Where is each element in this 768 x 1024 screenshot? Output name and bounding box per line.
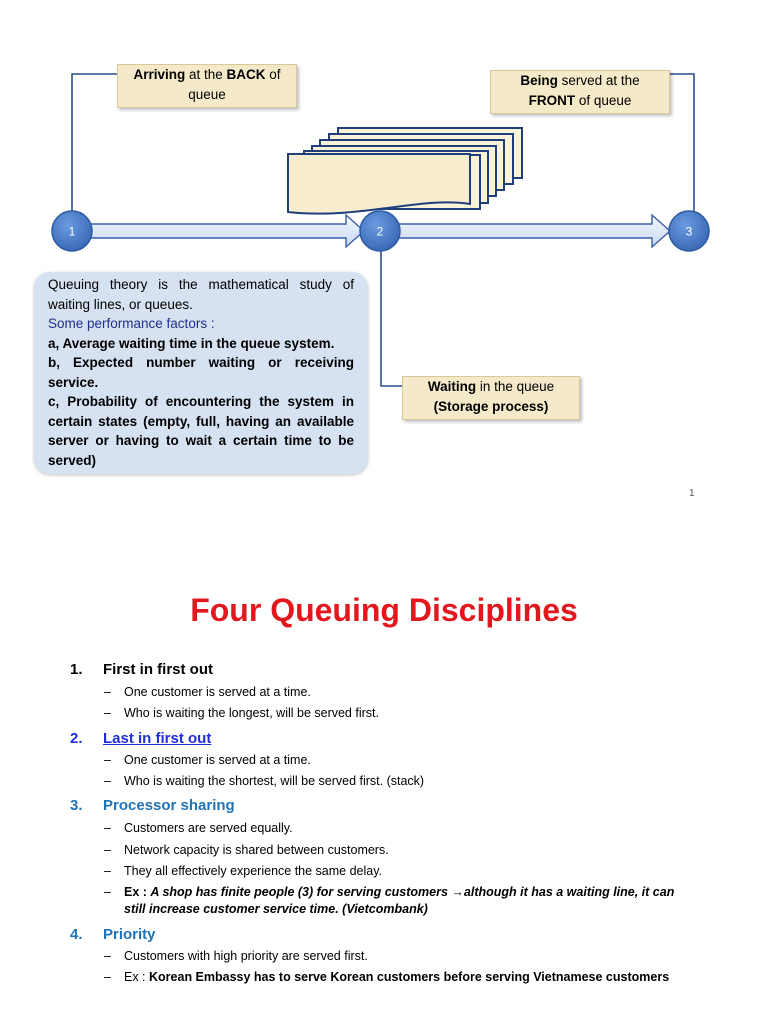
dash-icon: – — [104, 685, 111, 699]
theory-factor-a: a, Average waiting time in the queue system. — [48, 335, 335, 351]
callout-serving-bold1: Being — [520, 73, 558, 88]
bullet-text: Customers are served equally. — [124, 821, 293, 835]
queuing-theory-box — [34, 272, 368, 474]
discipline-heading-2[interactable] — [70, 729, 211, 749]
discipline-name: Processor sharing — [103, 797, 235, 814]
theory-factor-b: b, Expected number waiting or receiving service. — [48, 355, 354, 390]
discipline-heading-3 — [70, 796, 235, 816]
callout-arriving — [117, 64, 297, 108]
bullet-text: Who is waiting the shortest, will be served first. (stack) — [124, 774, 425, 788]
dash-icon: – — [104, 706, 111, 720]
dash-icon: – — [104, 864, 111, 878]
dash-icon: – — [104, 821, 111, 835]
discipline-heading-1 — [70, 660, 213, 680]
bullet-text: Customers with high priority are served first. — [124, 949, 368, 963]
callout-serving-text1: served at the — [557, 73, 640, 88]
connector-waiting — [381, 248, 402, 386]
connector-serving — [668, 74, 694, 212]
example-text-cont: although it has a waiting line, it can — [463, 885, 675, 899]
discipline-name: Priority — [103, 926, 156, 943]
discipline-number: 4. — [70, 926, 83, 943]
callout-serving — [490, 70, 670, 114]
connector-arriving — [72, 74, 118, 212]
bullet-item — [104, 820, 704, 837]
bullet-example — [104, 969, 744, 986]
discipline-number: 1. — [70, 661, 83, 678]
bullet-item — [104, 684, 704, 701]
bullet-text: They all effectively experience the same delay. — [124, 864, 383, 878]
callout-waiting-line2: (Storage process) — [433, 399, 549, 414]
theory-factor-c: c, Probability of encountering the system in certain states (empty, full, having an available server or having to wait a certain time to be served) — [48, 394, 354, 468]
svg-text:2: 2 — [376, 224, 384, 239]
node-2 — [360, 211, 400, 251]
discipline-name: First in first out — [103, 661, 213, 678]
callout-serving-text2: of queue — [575, 93, 632, 108]
discipline-number: 3. — [70, 797, 83, 814]
dash-icon: – — [104, 885, 111, 899]
theory-intro: Queuing theory is the mathematical study of waiting lines, or queues. — [48, 277, 354, 312]
bullet-text: One customer is served at a time. — [124, 685, 311, 699]
bullet-item — [104, 752, 704, 769]
svg-text:1: 1 — [68, 224, 76, 239]
callout-arriving-text1: at the — [185, 67, 227, 82]
arrow-right-icon: → — [451, 885, 464, 899]
bullet-text: Who is waiting the longest, will be served first. — [124, 706, 379, 720]
node-1 — [52, 211, 92, 251]
example-prefix: Ex : — [124, 885, 151, 899]
slide-title: Four Queuing Disciplines — [190, 592, 578, 628]
node-3 — [669, 211, 709, 251]
dash-icon: – — [104, 774, 111, 788]
arrow-1-to-2 — [90, 215, 364, 247]
bullet-example — [104, 884, 704, 918]
discipline-number: 2. — [70, 730, 83, 747]
callout-arriving-bold2: BACK — [226, 67, 266, 82]
callout-arriving-bold1: Arriving — [133, 67, 186, 82]
callout-arriving-line2: queue — [188, 87, 226, 102]
example-prefix: Ex : — [124, 970, 150, 984]
callout-serving-bold2: FRONT — [528, 93, 576, 108]
callout-arriving-text2: of — [265, 67, 281, 82]
discipline-link[interactable]: Last in first out — [103, 730, 212, 747]
svg-text:3: 3 — [685, 224, 693, 239]
dash-icon: – — [104, 843, 111, 857]
theory-factors-label: Some performance factors : — [48, 316, 215, 331]
queue-stack-icon — [288, 128, 522, 214]
dash-icon: – — [104, 949, 111, 963]
callout-waiting-bold1: Waiting — [427, 379, 477, 394]
dash-icon: – — [104, 970, 111, 984]
callout-waiting-text1: in the queue — [476, 379, 555, 394]
bullet-text: Network capacity is shared between customers. — [124, 843, 389, 857]
bullet-item — [104, 705, 704, 722]
bullet-item — [104, 842, 704, 859]
callout-waiting — [402, 376, 580, 420]
bullet-item — [104, 773, 704, 790]
example-text: A shop has finite people (3) for serving customers — [150, 885, 452, 899]
example-text-line2: still increase customer service time. (Vietcombank) — [124, 902, 428, 916]
arrow-2-to-3 — [399, 215, 670, 247]
discipline-heading-4 — [70, 925, 156, 945]
example-text: Korean Embassy has to serve Korean customers before serving Vietnamese customers — [149, 970, 670, 984]
bullet-text: One customer is served at a time. — [124, 753, 311, 767]
page-number: 1 — [689, 488, 695, 499]
bullet-item — [104, 948, 704, 965]
dash-icon: – — [104, 753, 111, 767]
bullet-item — [104, 863, 704, 880]
